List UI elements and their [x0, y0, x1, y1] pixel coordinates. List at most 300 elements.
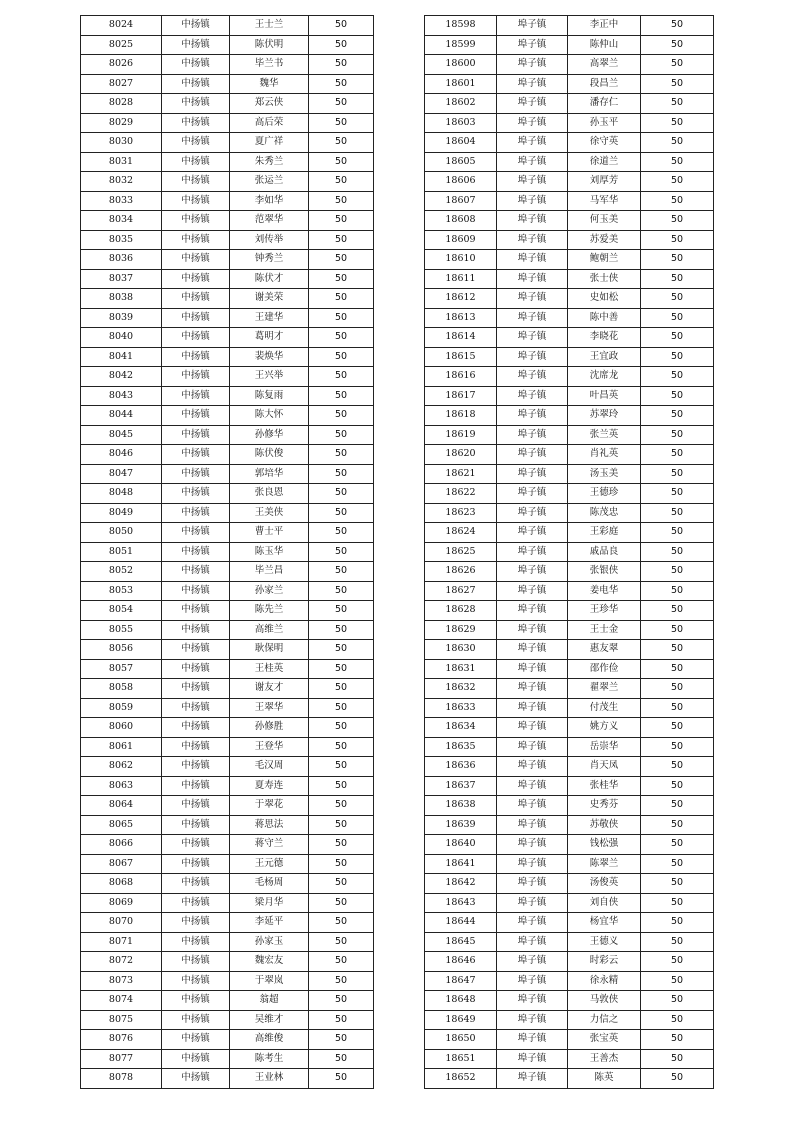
amount-cell: 50 — [641, 815, 714, 835]
amount-cell: 50 — [641, 1069, 714, 1089]
name-cell: 陈茂忠 — [568, 503, 641, 523]
amount-cell: 50 — [641, 1049, 714, 1069]
table-row — [425, 659, 714, 679]
id-cell: 18629 — [425, 620, 497, 640]
name-cell: 高维兰 — [230, 620, 309, 640]
table-row — [425, 776, 714, 796]
id-cell: 18608 — [425, 211, 497, 231]
amount-cell: 50 — [309, 406, 374, 426]
amount-cell: 50 — [641, 406, 714, 426]
table-row — [81, 581, 374, 601]
table-row — [81, 757, 374, 777]
name-cell: 耿保明 — [230, 640, 309, 660]
table-row — [425, 835, 714, 855]
name-cell: 王登华 — [230, 737, 309, 757]
name-cell: 毕兰书 — [230, 55, 309, 75]
name-cell: 苏爱美 — [568, 230, 641, 250]
name-cell: 陈英 — [568, 1069, 641, 1089]
id-cell: 18623 — [425, 503, 497, 523]
town-cell: 埠子镇 — [497, 425, 568, 445]
amount-cell: 50 — [309, 757, 374, 777]
id-cell: 18634 — [425, 718, 497, 738]
town-cell: 埠子镇 — [497, 893, 568, 913]
id-cell: 8048 — [81, 484, 162, 504]
table-row — [81, 152, 374, 172]
id-cell: 8054 — [81, 601, 162, 621]
name-cell: 陈伏才 — [230, 269, 309, 289]
amount-cell: 50 — [309, 425, 374, 445]
id-cell: 8058 — [81, 679, 162, 699]
left-roster-body — [81, 16, 374, 1089]
table-row — [81, 737, 374, 757]
town-cell: 中扬镇 — [162, 932, 230, 952]
table-row — [425, 74, 714, 94]
name-cell: 李正中 — [568, 16, 641, 36]
table-row — [425, 562, 714, 582]
table-row — [81, 640, 374, 660]
table-row — [425, 874, 714, 894]
town-cell: 埠子镇 — [497, 796, 568, 816]
table-row — [425, 503, 714, 523]
name-cell: 王桂英 — [230, 659, 309, 679]
name-cell: 高维俊 — [230, 1030, 309, 1050]
id-cell: 18643 — [425, 893, 497, 913]
name-cell: 王建华 — [230, 308, 309, 328]
amount-cell: 50 — [641, 191, 714, 211]
amount-cell: 50 — [641, 562, 714, 582]
id-cell: 8055 — [81, 620, 162, 640]
table-row — [81, 172, 374, 192]
town-cell: 埠子镇 — [497, 640, 568, 660]
id-cell: 8031 — [81, 152, 162, 172]
id-cell: 18636 — [425, 757, 497, 777]
id-cell: 18648 — [425, 991, 497, 1011]
town-cell: 中扬镇 — [162, 35, 230, 55]
amount-cell: 50 — [309, 74, 374, 94]
town-cell: 埠子镇 — [497, 932, 568, 952]
amount-cell: 50 — [641, 211, 714, 231]
id-cell: 8038 — [81, 289, 162, 309]
name-cell: 翟翠兰 — [568, 679, 641, 699]
name-cell: 史秀芬 — [568, 796, 641, 816]
name-cell: 岳崇华 — [568, 737, 641, 757]
name-cell: 戚品良 — [568, 542, 641, 562]
table-row — [425, 211, 714, 231]
amount-cell: 50 — [309, 952, 374, 972]
table-row — [425, 16, 714, 36]
amount-cell: 50 — [309, 640, 374, 660]
id-cell: 8044 — [81, 406, 162, 426]
id-cell: 8041 — [81, 347, 162, 367]
id-cell: 8024 — [81, 16, 162, 36]
name-cell: 张运兰 — [230, 172, 309, 192]
town-cell: 中扬镇 — [162, 601, 230, 621]
amount-cell: 50 — [641, 16, 714, 36]
table-row — [425, 1030, 714, 1050]
id-cell: 18602 — [425, 94, 497, 114]
town-cell: 埠子镇 — [497, 1030, 568, 1050]
name-cell: 王善杰 — [568, 1049, 641, 1069]
table-row — [81, 35, 374, 55]
table-row — [425, 269, 714, 289]
amount-cell: 50 — [309, 874, 374, 894]
table-row — [425, 289, 714, 309]
amount-cell: 50 — [641, 269, 714, 289]
town-cell: 中扬镇 — [162, 776, 230, 796]
amount-cell: 50 — [309, 659, 374, 679]
town-cell: 中扬镇 — [162, 679, 230, 699]
name-cell: 于翠岚 — [230, 971, 309, 991]
name-cell: 蒋思法 — [230, 815, 309, 835]
town-cell: 埠子镇 — [497, 835, 568, 855]
town-cell: 中扬镇 — [162, 815, 230, 835]
amount-cell: 50 — [641, 503, 714, 523]
amount-cell: 50 — [641, 952, 714, 972]
town-cell: 中扬镇 — [162, 893, 230, 913]
town-cell: 埠子镇 — [497, 757, 568, 777]
name-cell: 张良恩 — [230, 484, 309, 504]
table-row — [81, 16, 374, 36]
table-row — [425, 347, 714, 367]
amount-cell: 50 — [641, 893, 714, 913]
amount-cell: 50 — [309, 484, 374, 504]
id-cell: 18645 — [425, 932, 497, 952]
town-cell: 埠子镇 — [497, 484, 568, 504]
amount-cell: 50 — [309, 815, 374, 835]
amount-cell: 50 — [309, 191, 374, 211]
town-cell: 埠子镇 — [497, 971, 568, 991]
amount-cell: 50 — [309, 172, 374, 192]
id-cell: 18625 — [425, 542, 497, 562]
table-row — [81, 308, 374, 328]
amount-cell: 50 — [641, 737, 714, 757]
town-cell: 中扬镇 — [162, 698, 230, 718]
town-cell: 埠子镇 — [497, 308, 568, 328]
table-row — [425, 581, 714, 601]
id-cell: 18610 — [425, 250, 497, 270]
name-cell: 陈玉华 — [230, 542, 309, 562]
table-row — [81, 464, 374, 484]
table-row — [425, 815, 714, 835]
name-cell: 陈伏明 — [230, 35, 309, 55]
name-cell: 力信之 — [568, 1010, 641, 1030]
amount-cell: 50 — [641, 347, 714, 367]
table-row — [81, 542, 374, 562]
town-cell: 埠子镇 — [497, 874, 568, 894]
town-cell: 埠子镇 — [497, 269, 568, 289]
id-cell: 8045 — [81, 425, 162, 445]
id-cell: 18632 — [425, 679, 497, 699]
name-cell: 张士侠 — [568, 269, 641, 289]
amount-cell: 50 — [309, 601, 374, 621]
town-cell: 中扬镇 — [162, 874, 230, 894]
id-cell: 8064 — [81, 796, 162, 816]
table-row — [425, 425, 714, 445]
id-cell: 18601 — [425, 74, 497, 94]
name-cell: 马军华 — [568, 191, 641, 211]
amount-cell: 50 — [641, 601, 714, 621]
id-cell: 8056 — [81, 640, 162, 660]
table-row — [81, 874, 374, 894]
id-cell: 8039 — [81, 308, 162, 328]
name-cell: 陈翠兰 — [568, 854, 641, 874]
town-cell: 埠子镇 — [497, 152, 568, 172]
town-cell: 埠子镇 — [497, 347, 568, 367]
id-cell: 18633 — [425, 698, 497, 718]
town-cell: 中扬镇 — [162, 835, 230, 855]
town-cell: 埠子镇 — [497, 250, 568, 270]
town-cell: 埠子镇 — [497, 74, 568, 94]
name-cell: 李晓花 — [568, 328, 641, 348]
town-cell: 中扬镇 — [162, 191, 230, 211]
town-cell: 埠子镇 — [497, 328, 568, 348]
amount-cell: 50 — [309, 991, 374, 1011]
table-row — [81, 367, 374, 387]
name-cell: 刘自侠 — [568, 893, 641, 913]
town-cell: 埠子镇 — [497, 172, 568, 192]
name-cell: 谢友才 — [230, 679, 309, 699]
id-cell: 18630 — [425, 640, 497, 660]
name-cell: 惠友翠 — [568, 640, 641, 660]
name-cell: 毛杨周 — [230, 874, 309, 894]
table-row — [81, 776, 374, 796]
id-cell: 18617 — [425, 386, 497, 406]
amount-cell: 50 — [641, 328, 714, 348]
name-cell: 于翠花 — [230, 796, 309, 816]
name-cell: 陈先兰 — [230, 601, 309, 621]
name-cell: 刘厚芳 — [568, 172, 641, 192]
town-cell: 埠子镇 — [497, 991, 568, 1011]
name-cell: 马敦侠 — [568, 991, 641, 1011]
town-cell: 埠子镇 — [497, 386, 568, 406]
name-cell: 时彩云 — [568, 952, 641, 972]
id-cell: 8029 — [81, 113, 162, 133]
id-cell: 8042 — [81, 367, 162, 387]
name-cell: 孙玉平 — [568, 113, 641, 133]
table-row — [81, 133, 374, 153]
name-cell: 曹士平 — [230, 523, 309, 543]
town-cell: 埠子镇 — [497, 94, 568, 114]
town-cell: 中扬镇 — [162, 854, 230, 874]
table-row — [81, 55, 374, 75]
name-cell: 吴维才 — [230, 1010, 309, 1030]
id-cell: 8052 — [81, 562, 162, 582]
name-cell: 葛明才 — [230, 328, 309, 348]
id-cell: 18621 — [425, 464, 497, 484]
id-cell: 8069 — [81, 893, 162, 913]
table-row — [425, 952, 714, 972]
name-cell: 徐道兰 — [568, 152, 641, 172]
table-row — [81, 952, 374, 972]
table-row — [81, 484, 374, 504]
id-cell: 18618 — [425, 406, 497, 426]
town-cell: 中扬镇 — [162, 737, 230, 757]
id-cell: 18637 — [425, 776, 497, 796]
town-cell: 中扬镇 — [162, 152, 230, 172]
table-row — [81, 113, 374, 133]
amount-cell: 50 — [641, 55, 714, 75]
name-cell: 杨宜华 — [568, 913, 641, 933]
table-row — [81, 328, 374, 348]
name-cell: 钱松强 — [568, 835, 641, 855]
amount-cell: 50 — [641, 620, 714, 640]
town-cell: 中扬镇 — [162, 328, 230, 348]
name-cell: 陈考生 — [230, 1049, 309, 1069]
town-cell: 埠子镇 — [497, 503, 568, 523]
id-cell: 8070 — [81, 913, 162, 933]
amount-cell: 50 — [309, 503, 374, 523]
town-cell: 中扬镇 — [162, 757, 230, 777]
id-cell: 8025 — [81, 35, 162, 55]
table-row — [81, 835, 374, 855]
name-cell: 王业林 — [230, 1069, 309, 1089]
amount-cell: 50 — [641, 971, 714, 991]
name-cell: 王士兰 — [230, 16, 309, 36]
name-cell: 苏敬侠 — [568, 815, 641, 835]
id-cell: 8051 — [81, 542, 162, 562]
amount-cell: 50 — [309, 581, 374, 601]
table-row — [425, 932, 714, 952]
town-cell: 中扬镇 — [162, 464, 230, 484]
name-cell: 魏宏友 — [230, 952, 309, 972]
amount-cell: 50 — [309, 542, 374, 562]
amount-cell: 50 — [309, 932, 374, 952]
id-cell: 18611 — [425, 269, 497, 289]
table-row — [425, 757, 714, 777]
id-cell: 18616 — [425, 367, 497, 387]
id-cell: 18642 — [425, 874, 497, 894]
id-cell: 8063 — [81, 776, 162, 796]
name-cell: 段昌兰 — [568, 74, 641, 94]
table-row — [81, 445, 374, 465]
amount-cell: 50 — [309, 445, 374, 465]
id-cell: 18652 — [425, 1069, 497, 1089]
amount-cell: 50 — [309, 776, 374, 796]
id-cell: 18607 — [425, 191, 497, 211]
amount-cell: 50 — [309, 94, 374, 114]
table-row — [81, 1049, 374, 1069]
table-row — [81, 289, 374, 309]
amount-cell: 50 — [309, 328, 374, 348]
name-cell: 王宜政 — [568, 347, 641, 367]
town-cell: 中扬镇 — [162, 523, 230, 543]
table-row — [425, 484, 714, 504]
amount-cell: 50 — [309, 152, 374, 172]
town-cell: 中扬镇 — [162, 386, 230, 406]
name-cell: 朱秀兰 — [230, 152, 309, 172]
name-cell: 邵作俭 — [568, 659, 641, 679]
left-roster-table — [80, 15, 374, 1089]
name-cell: 李延平 — [230, 913, 309, 933]
id-cell: 18604 — [425, 133, 497, 153]
name-cell: 张宝英 — [568, 1030, 641, 1050]
table-row — [81, 347, 374, 367]
town-cell: 中扬镇 — [162, 503, 230, 523]
amount-cell: 50 — [309, 893, 374, 913]
name-cell: 孙家玉 — [230, 932, 309, 952]
amount-cell: 50 — [309, 308, 374, 328]
id-cell: 8037 — [81, 269, 162, 289]
id-cell: 8071 — [81, 932, 162, 952]
amount-cell: 50 — [641, 172, 714, 192]
table-row — [425, 620, 714, 640]
name-cell: 肖天凤 — [568, 757, 641, 777]
town-cell: 中扬镇 — [162, 659, 230, 679]
town-cell: 埠子镇 — [497, 113, 568, 133]
id-cell: 8072 — [81, 952, 162, 972]
id-cell: 8032 — [81, 172, 162, 192]
table-row — [81, 211, 374, 231]
id-cell: 18599 — [425, 35, 497, 55]
table-row — [425, 113, 714, 133]
town-cell: 中扬镇 — [162, 1030, 230, 1050]
town-cell: 埠子镇 — [497, 464, 568, 484]
town-cell: 中扬镇 — [162, 16, 230, 36]
town-cell: 埠子镇 — [497, 133, 568, 153]
amount-cell: 50 — [641, 796, 714, 816]
amount-cell: 50 — [641, 445, 714, 465]
amount-cell: 50 — [641, 133, 714, 153]
table-row — [81, 932, 374, 952]
table-row — [81, 718, 374, 738]
amount-cell: 50 — [309, 796, 374, 816]
name-cell: 孙修胜 — [230, 718, 309, 738]
id-cell: 8046 — [81, 445, 162, 465]
amount-cell: 50 — [641, 659, 714, 679]
id-cell: 18600 — [425, 55, 497, 75]
table-row — [81, 971, 374, 991]
name-cell: 魏华 — [230, 74, 309, 94]
amount-cell: 50 — [641, 854, 714, 874]
town-cell: 中扬镇 — [162, 230, 230, 250]
table-row — [425, 1069, 714, 1089]
name-cell: 肖礼英 — [568, 445, 641, 465]
amount-cell: 50 — [309, 913, 374, 933]
amount-cell: 50 — [309, 113, 374, 133]
amount-cell: 50 — [641, 484, 714, 504]
table-row — [425, 406, 714, 426]
table-row — [425, 542, 714, 562]
table-row — [81, 406, 374, 426]
table-row — [425, 796, 714, 816]
id-cell: 18649 — [425, 1010, 497, 1030]
name-cell: 姜电华 — [568, 581, 641, 601]
town-cell: 中扬镇 — [162, 308, 230, 328]
table-row — [81, 269, 374, 289]
name-cell: 张兰英 — [568, 425, 641, 445]
table-row — [81, 1069, 374, 1089]
name-cell: 何玉美 — [568, 211, 641, 231]
amount-cell: 50 — [641, 367, 714, 387]
amount-cell: 50 — [309, 464, 374, 484]
table-row — [81, 698, 374, 718]
table-row — [81, 854, 374, 874]
name-cell: 陈大怀 — [230, 406, 309, 426]
amount-cell: 50 — [641, 698, 714, 718]
id-cell: 8047 — [81, 464, 162, 484]
amount-cell: 50 — [309, 35, 374, 55]
id-cell: 8033 — [81, 191, 162, 211]
id-cell: 18647 — [425, 971, 497, 991]
id-cell: 8049 — [81, 503, 162, 523]
name-cell: 裴焕华 — [230, 347, 309, 367]
amount-cell: 50 — [641, 308, 714, 328]
table-row — [425, 737, 714, 757]
id-cell: 18609 — [425, 230, 497, 250]
name-cell: 李如华 — [230, 191, 309, 211]
table-row — [425, 679, 714, 699]
town-cell: 埠子镇 — [497, 523, 568, 543]
